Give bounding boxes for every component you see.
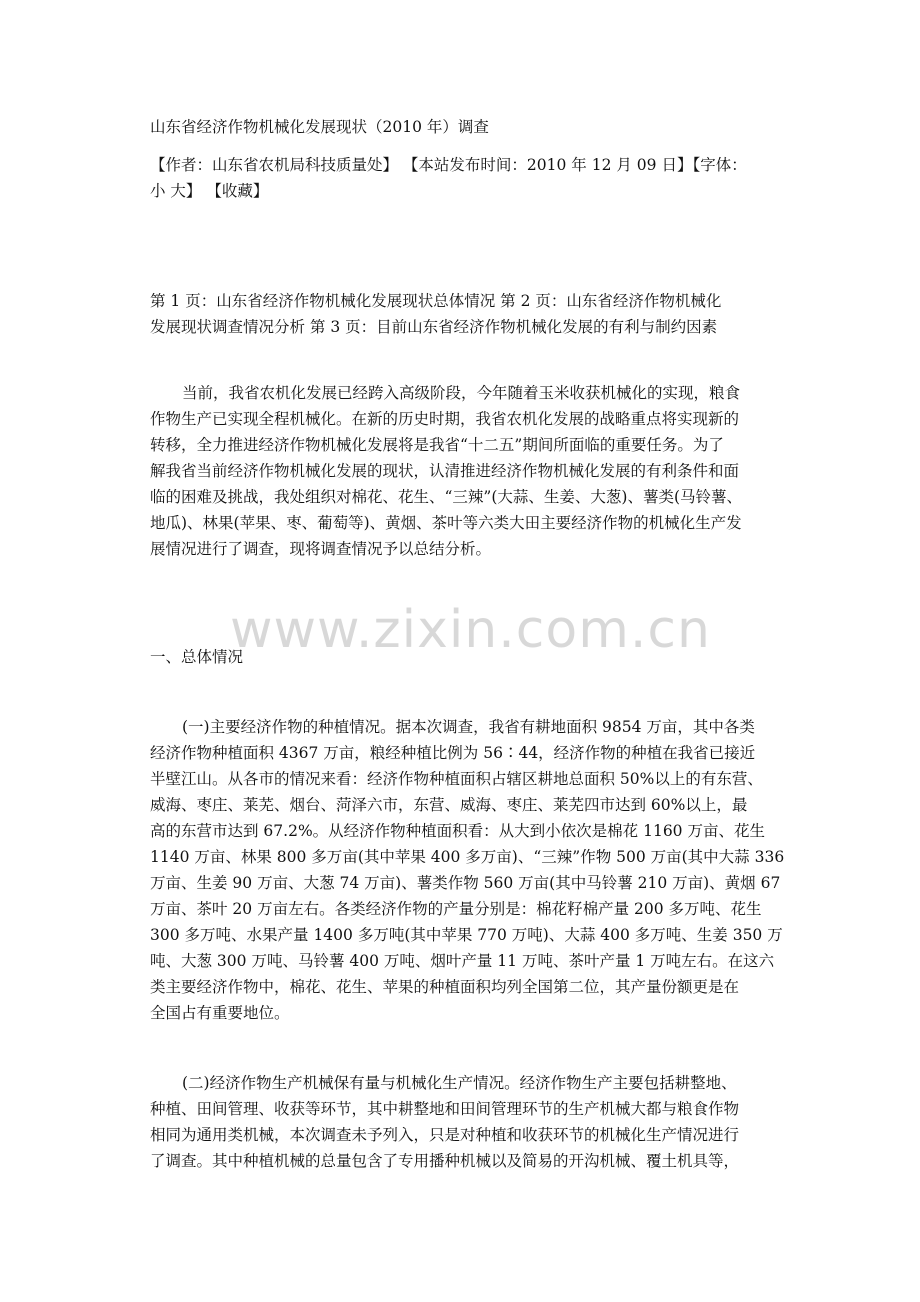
paragraph-line: 高的东营市达到 67.2%。从经济作物种植面积看：从大到小依次是棉花 1160 万亩、花生 bbox=[150, 822, 765, 840]
intro-line: 地瓜)、林果(苹果、枣、葡萄等)、黄烟、茶叶等六类大田主要经济作物的机械化生产发 bbox=[150, 514, 742, 532]
paragraph-line: 300 多万吨、水果产量 1400 多万吨(其中苹果 770 万吨)、大蒜 400 多万吨、生姜 350 万 bbox=[150, 926, 783, 944]
paragraph-line: 1140 万亩、林果 800 多万亩(其中苹果 400 多万亩)、“三辣”作物 500 万亩(其中大蒜 336 bbox=[150, 848, 785, 866]
paragraph-line: 种植、田间管理、收获等环节，其中耕整地和田间管理环节的生产机械大都与粮食作物 bbox=[150, 1100, 740, 1118]
paragraph-line: 威海、枣庄、莱芜、烟台、菏泽六市，东营、威海、枣庄、莱芜四市达到 60%以上，最 bbox=[150, 796, 748, 814]
paragraph-line: 了调查。其中种植机械的总量包含了专用播种机械以及简易的开沟机械、覆土机具等， bbox=[150, 1152, 740, 1170]
paragraph-line: 经济作物种植面积 4367 万亩，粮经种植比例为 56∶44，经济作物的种植在我省已接近 bbox=[150, 744, 756, 762]
intro-line: 展情况进行了调查，现将调查情况予以总结分析。 bbox=[150, 540, 492, 558]
paragraph-line: 半壁江山。从各市的情况来看：经济作物种植面积占辖区耕地总面积 50%以上的有东营、 bbox=[150, 770, 763, 788]
intro-line: 解我省当前经济作物机械化发展的现状，认清推进经济作物机械化发展的有利条件和面 bbox=[150, 462, 740, 480]
paragraph-line: 万亩、茶叶 20 万亩左右。各类经济作物的产量分别是：棉花籽棉产量 200 多万吨、花生 bbox=[150, 900, 762, 918]
paragraph-line: 万亩、生姜 90 万亩、大葱 74 万亩)、薯类作物 560 万亩(其中马铃薯 210 万亩)、黄烟 67 bbox=[150, 874, 781, 892]
paragraph-line: 全国占有重要地位。 bbox=[150, 1004, 290, 1022]
paragraph-line: (二)经济作物生产机械保有量与机械化生产情况。经济作物生产主要包括耕整地、 bbox=[182, 1074, 737, 1092]
watermark: www.zixin.com.cn bbox=[230, 600, 711, 660]
page-index-line-1: 第 1 页：山东省经济作物机械化发展现状总体情况 第 2 页：山东省经济作物机械化 bbox=[150, 292, 722, 310]
paragraph-line: (一)主要经济作物的种植情况。据本次调查，我省有耕地面积 9854 万亩，其中各类 bbox=[182, 718, 755, 736]
intro-line: 当前，我省农机化发展已经跨入高级阶段，今年随着玉米收获机械化的实现，粮食 bbox=[182, 384, 741, 402]
page-index-line-2: 发展现状调查情况分析 第 3 页：目前山东省经济作物机械化发展的有利与制约因素 bbox=[150, 318, 718, 336]
intro-line: 临的困难及挑战，我处组织对棉花、花生、“三辣”(大蒜、生姜、大葱)、薯类(马铃薯、 bbox=[150, 488, 742, 506]
article-title: 山东省经济作物机械化发展现状（2010 年）调查 bbox=[150, 118, 489, 136]
article-meta-line-2: 小 大】 【收藏】 bbox=[150, 182, 269, 200]
section-heading: 一、总体情况 bbox=[150, 648, 244, 666]
paragraph-line: 相同为通用类机械，本次调查未予列入，只是对种植和收获环节的机械化生产情况进行 bbox=[150, 1126, 740, 1144]
article-meta-line-1: 【作者：山东省农机局科技质量处】 【本站发布时间：2010 年 12 月 09 日】【字体： bbox=[150, 156, 747, 174]
intro-line: 作物生产已实现全程机械化。在新的历史时期，我省农机化发展的战略重点将实现新的 bbox=[150, 410, 740, 428]
paragraph-line: 类主要经济作物中，棉花、花生、苹果的种植面积均列全国第二位，其产量份额更是在 bbox=[150, 978, 740, 996]
intro-line: 转移，全力推进经济作物机械化发展将是我省“十二五”期间所面临的重要任务。为了 bbox=[150, 436, 724, 454]
paragraph-line: 吨、大葱 300 万吨、马铃薯 400 万吨、烟叶产量 11 万吨、茶叶产量 1 万吨左右。在这六 bbox=[150, 952, 775, 970]
